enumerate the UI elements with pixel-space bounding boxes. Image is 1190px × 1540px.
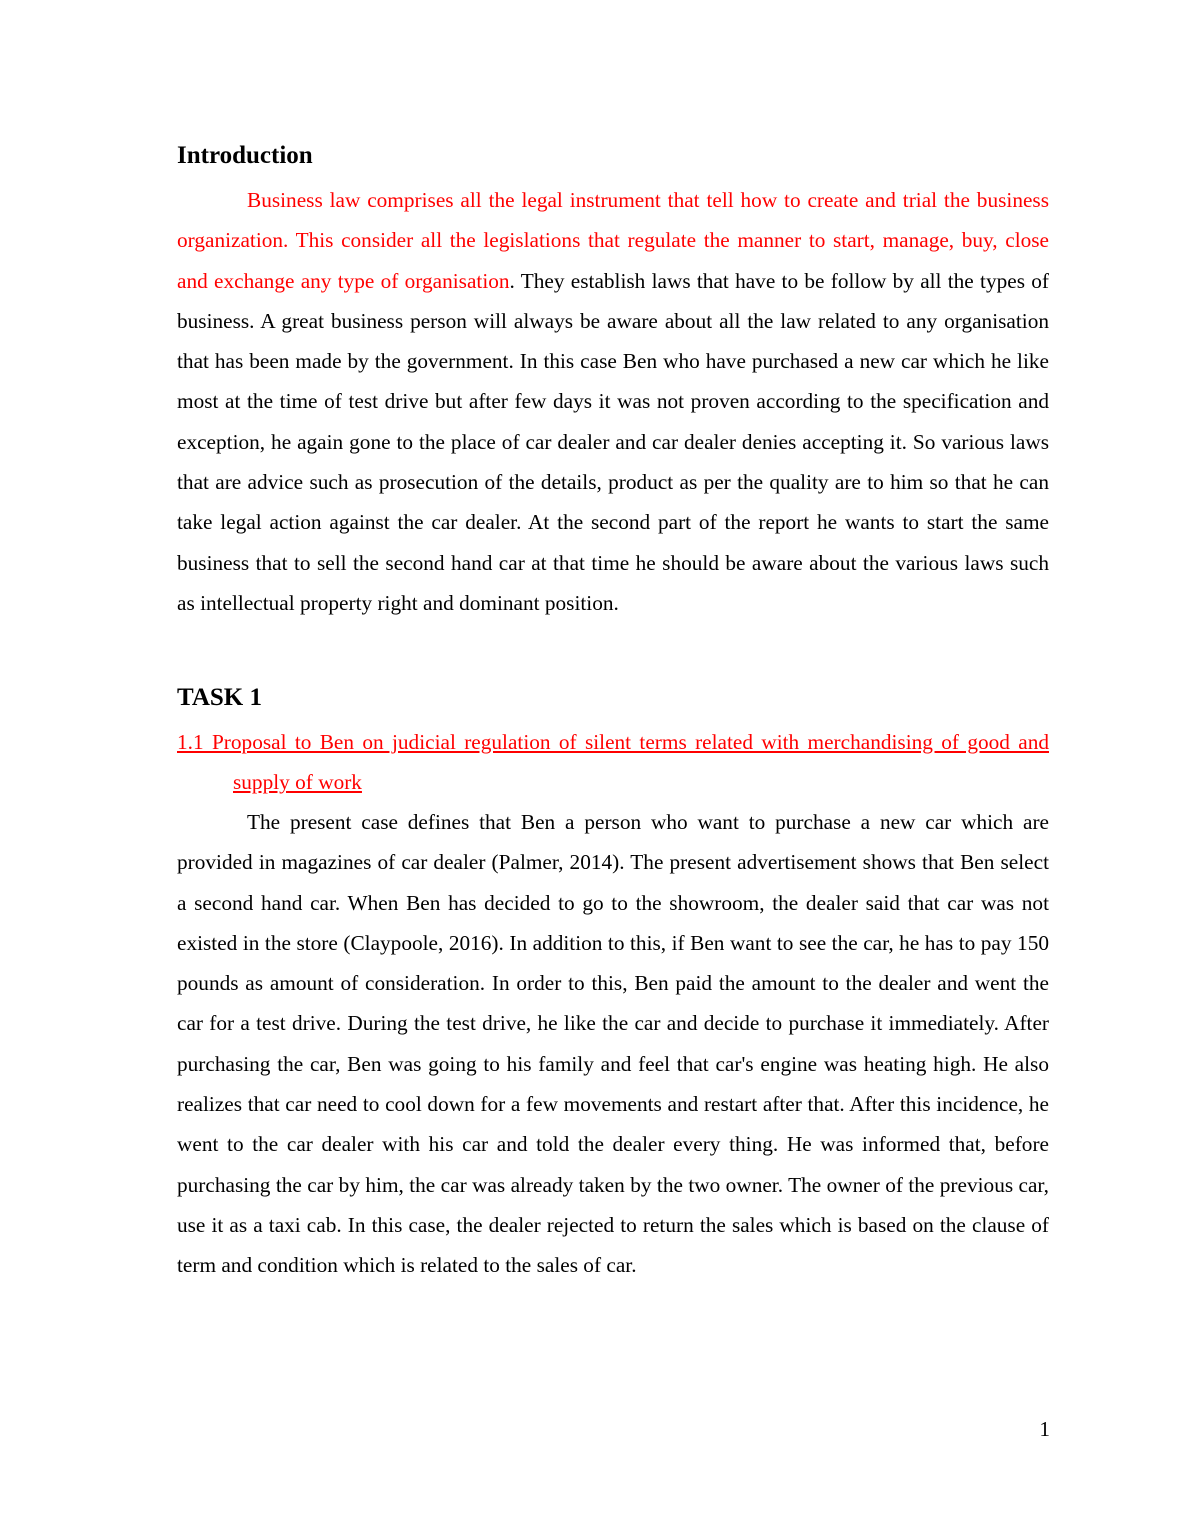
task1-paragraph: The present case defines that Ben a person who want to purchase a new car which are provided in magazines of car dealer (Palmer, 2014). The present advertisement shows that Ben select a second hand car. When Ben has decided to go to the showroom, the dealer said that car was not existed in the store (Claypoole, 2016). In addition to this, if Ben want to see the car, he has to pay 150 pounds as amount of consideration. In order to this, Ben paid the amount to the dealer and went the car for a test drive. During the test drive, he like the car and decide to purchase it immediately. After purchasing the car, Ben was going to his family and feel that car's engine was heating high. He also realizes that car need to cool down for a few movements and restart after that. After this incidence, he went to the car dealer with his car and told the dealer every thing. He was informed that, before purchasing the car by him, the car was already taken by the two owner. The owner of the previous car, use it as a taxi cab. In this case, the dealer rejected to return the sales which is based on the clause of term and condition which is related to the sales of car. bbox=[177, 810, 1049, 1278]
page-number: 1 bbox=[1039, 1417, 1050, 1441]
task1-subheading: 1.1 Proposal to Ben on judicial regulation of silent terms related with merchandising of good and supply of work bbox=[177, 730, 1049, 795]
introduction-paragraph bbox=[177, 180, 1049, 623]
introduction-body-text: . They establish laws that have to be follow by all the types of business. A great business person will always be aware about all the law related to any organisation that has been made by the government. In this case Ben who have purchased a new car which he like most at the time of test drive but after few days it was not proven according to the specification and exception, he again gone to the place of car dealer and car dealer denies accepting it. So various laws that are advice such as prosecution of the details, product as per the quality are to him so that he can take legal action against the car dealer. At the second part of the report he wants to start the same business that to sell the second hand car at that time he should be aware about the various laws such as intellectual property right and dominant position. bbox=[177, 268, 1049, 615]
introduction-red-text: Business law comprises all the legal instrument that tell how to create and trial the business organization. This consider all the legislations that regulate the manner to start, manage, buy, close and exchange any type of organisation bbox=[177, 188, 1049, 293]
task1-heading: TASK 1 bbox=[177, 684, 262, 711]
introduction-heading: Introduction bbox=[177, 142, 313, 169]
